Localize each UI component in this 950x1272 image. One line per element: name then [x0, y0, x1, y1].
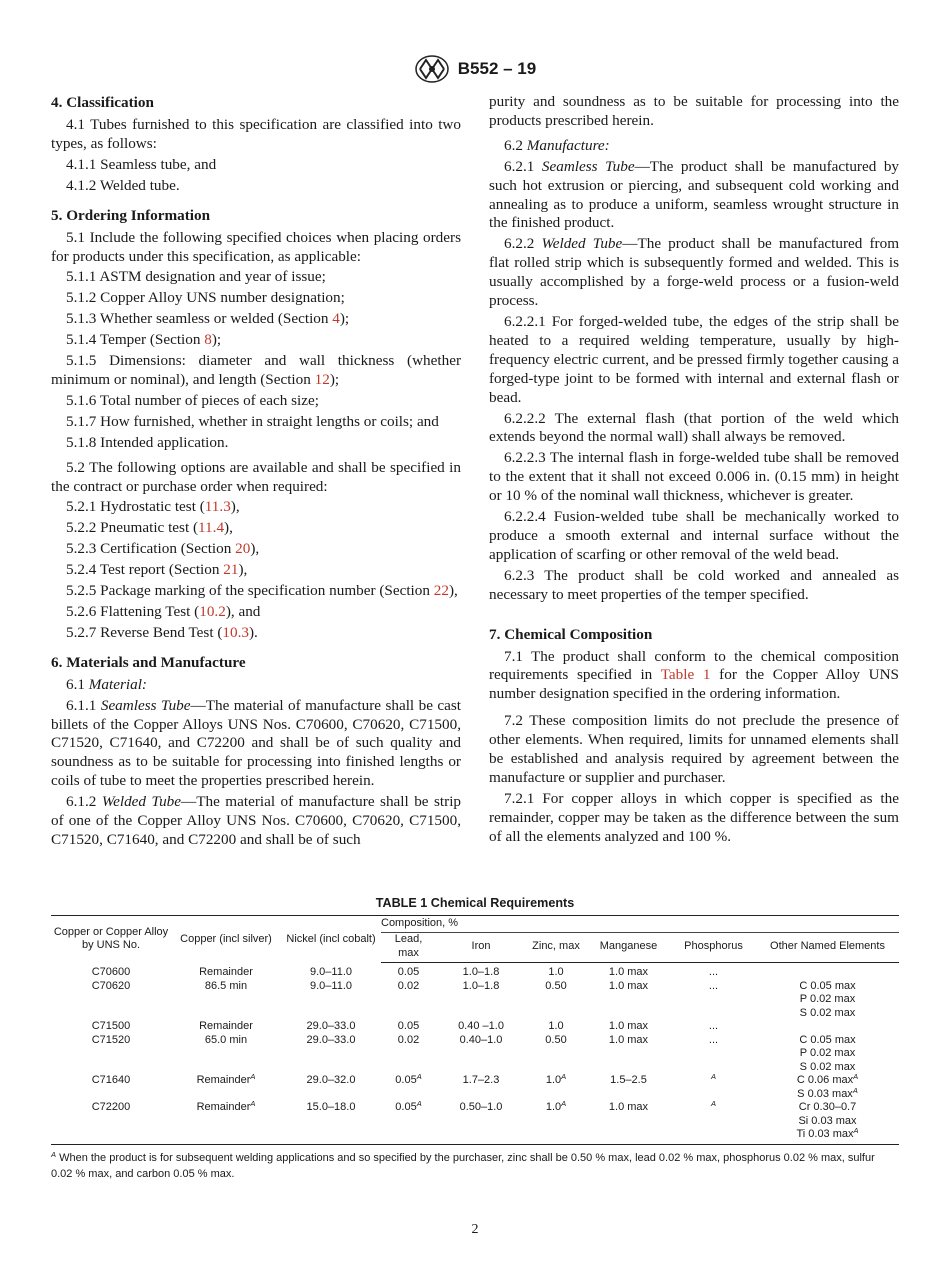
para-5-2-7: 5.2.7 Reverse Bend Test (10.3).: [66, 623, 258, 641]
table-row: C71520 65.0 min 29.0–33.0 0.02 0.40–1.0 0.50 1.0 max ... C 0.05 max P 0.02 max S 0.02 max: [91, 1033, 856, 1073]
para-6-2-2: 6.2.2 Welded Tube—The product shall be manufactured from flat rolled strip which is subsequently formed and welded. This is usually accomplished by a forge-weld process or a fusion-weld process.: [489, 235, 900, 310]
para-5-1-1: 5.1.1 ASTM designation and year of issue;: [66, 268, 326, 286]
para-5-2-4: 5.2.4 Test report (Section 21),: [66, 561, 248, 579]
para-4-1: 4.1 Tubes furnished to this specification are classified into two types, as follows:: [51, 116, 461, 152]
chemical-requirements-table: [51, 915, 899, 1145]
col-header-nickel: Nickel (incl cobalt): [281, 916, 381, 963]
section-link[interactable]: 20: [235, 540, 251, 558]
para-6-2-2-2: 6.2.2.2 The external flash (that portion of the weld which extends beyond the normal wall) shall always be removed.: [489, 409, 899, 446]
col-header-manganese: Manganese: [586, 933, 671, 963]
table-title: TABLE 1 Chemical Requirements: [375, 896, 575, 910]
left-column: [51, 93, 461, 852]
para-5-2: 5.2 The following options are available and shall be specified in the contract or purchase order when required:: [51, 458, 461, 495]
section-link[interactable]: 4: [332, 310, 340, 328]
para-5-1-7: 5.1.7 How furnished, whether in straight lengths or coils; and: [66, 412, 439, 430]
para-5-1-5: 5.1.5 Dimensions: diameter and wall thickness (whether minimum or nominal), and length (Section 12);: [51, 352, 461, 388]
para-5-1-4: 5.1.4 Temper (Section 8);: [66, 331, 222, 349]
para-6-2-2-1: 6.2.2.1 For forged-welded tube, the edges of the strip shall be heated to a required welding temperature, usually by high-frequency electric current, and be pressed firmly together causing a forged-type joint to be formed with internal and external flash or bead.: [489, 312, 899, 406]
section-6-title: 6. Materials and Manufacture: [51, 653, 246, 671]
col-header-uns: Copper or Copper Alloy by UNS No.: [51, 916, 171, 963]
col-header-lead: Lead, max: [381, 933, 436, 963]
section-link[interactable]: 11.4: [198, 519, 225, 537]
section-link[interactable]: 10.2: [199, 602, 226, 620]
table-row: C70620 86.5 min 9.0–11.0 0.02 1.0–1.8 0.50 1.0 max ... C 0.05 max P 0.02 max S 0.02 max: [91, 979, 856, 1019]
section-link[interactable]: 11.3: [204, 498, 231, 516]
para-7-2: 7.2 These composition limits do not preclude the presence of other elements. When required, limits for unnamed elements shall be established and analysis required by agreement between the manufacture or supplier and purchaser.: [489, 712, 899, 786]
col-header-other: Other Named Elements: [756, 933, 899, 963]
para-6-1-2: 6.1.2 Welded Tube—The material of manufacture shall be strip of one of the Copper Alloy UNS Nos. C70600, C70620, C71500, C71520, C71640, and C72200 and shall be of such: [51, 793, 462, 848]
section-link[interactable]: 21: [223, 561, 239, 579]
para-6-2: 6.2 Manufacture:: [504, 136, 610, 154]
section-link[interactable]: 12: [314, 370, 330, 388]
section-7-title: 7. Chemical Composition: [489, 625, 653, 643]
para-5-1: 5.1 Include the following specified choices when placing orders for products under this specification, as applicable:: [51, 228, 461, 265]
document-designation: B552 – 19: [457, 59, 537, 78]
para-6-1: 6.1 Material:: [66, 675, 147, 693]
para-6-2-3: 6.2.3 The product shall be cold worked and annealed as necessary to meet properties of the temper specified.: [489, 566, 899, 603]
col-header-phosphorus: Phosphorus: [671, 933, 756, 963]
table-row: C71500 Remainder 29.0–33.0 0.05 0.40 –1.0 1.0 1.0 max ...: [91, 1020, 719, 1032]
para-5-2-1: 5.2.1 Hydrostatic test (11.3),: [66, 498, 240, 516]
section-4-title: 4. Classification: [51, 94, 154, 111]
para-6-1-2-continued: purity and soundness as to be suitable for processing into the products prescribed herein.: [489, 93, 899, 129]
para-5-1-3: 5.1.3 Whether seamless or welded (Section 4);: [66, 310, 350, 328]
table-footnote: $^A$ When the product is for subsequent welding applications and so specified by the purchaser, zinc shall be 0.50 % max, lead 0.02 % max, phosphorus 0.02 % max, sulfur 0.02 % max, and carbon 0.05 % max.: [51, 1150, 875, 1180]
composition-header: Composition, %: [381, 916, 899, 933]
para-5-2-5: 5.2.5 Package marking of the specification number (Section 22),: [66, 582, 458, 600]
para-7-2-1: 7.2.1 For copper alloys in which copper is specified as the remainder, copper may be taken as the difference between the sum of all the elements analyzed and 100 %.: [489, 789, 899, 845]
para-7-1: 7.1 The product shall conform to the chemical composition requirements specified in Table 1 for the Copper Alloy UNS number designation specified in the ordering information.: [489, 647, 899, 703]
para-5-1-2: 5.1.2 Copper Alloy UNS number designation;: [66, 289, 345, 307]
right-column: [489, 93, 899, 849]
para-5-2-6: 5.2.6 Flattening Test (10.2), and: [66, 602, 261, 620]
table-row: C72200 Remainder$^A$ 15.0–18.0 $0.05^A$ 0.50–1.0 $1.0^A$ 1.0 max $^A$ Cr 0.30–0.7 Si 0.03 max Ti 0.03 $\max^A$: [51, 1101, 899, 1144]
para-5-2-2: 5.2.2 Pneumatic test (11.4),: [66, 519, 233, 537]
para-4-1-2: 4.1.2 Welded tube.: [66, 176, 180, 194]
table-row: C70600 Remainder 9.0–11.0 0.05 1.0–1.8 1.0 1.0 max ...: [91, 965, 719, 978]
col-header-copper: Copper (incl silver): [171, 916, 281, 963]
page-number: 2: [471, 1222, 479, 1237]
para-5-1-8: 5.1.8 Intended application.: [66, 433, 229, 451]
section-5-title: 5. Ordering Information: [51, 206, 211, 224]
page-header: [0, 54, 950, 84]
col-header-zinc: Zinc, max: [526, 933, 586, 963]
astm-logo-icon: [414, 54, 450, 84]
table-1-link[interactable]: Table 1: [660, 666, 711, 684]
col-header-iron: Iron: [436, 933, 526, 963]
table-row: C71640 Remainder$^A$ 29.0–32.0 $0.05^A$ 1.7–2.3 $1.0^A$ 1.5–2.5 $^A$ C 0.06 $\max^A$ S 0.03 $\max^A$: [91, 1072, 859, 1100]
para-6-2-2-3: 6.2.2.3 The internal flash in forge-welded tube shall be removed to the extent that it shall not exceed 0.006 in. (0.15 mm) in height or 10 % of the nominal wall thickness, whichever is greater.: [489, 449, 899, 505]
para-6-1-1: 6.1.1 Seamless Tube—The material of manufacture shall be cast billets of the Copper Alloys UNS Nos. C70600, C70620, C71500, C71520, C71640, and C72200 and shall be of such quality and soundness as to be suitable for processing into finished lengths or coils of tube to meet the properties prescribed herein.: [51, 696, 462, 790]
para-4-1-1: 4.1.1 Seamless tube, and: [66, 155, 217, 173]
para-5-2-3: 5.2.3 Certification (Section 20),: [66, 540, 260, 558]
para-5-1-6: 5.1.6 Total number of pieces of each size;: [66, 391, 319, 409]
para-6-2-1: 6.2.1 Seamless Tube—The product shall be manufactured by such hot extrusion or piercing, and subsequent cold working and annealing as to produce a uniform, seamless wrought structure in the finished product.: [489, 157, 900, 232]
para-6-2-2-4: 6.2.2.4 Fusion-welded tube shall be mechanically worked to produce a smooth external and internal surface without the application of scarfing or other removal of the weld bead.: [489, 508, 899, 563]
section-link[interactable]: 22: [433, 582, 449, 600]
section-link[interactable]: 8: [204, 331, 212, 349]
section-link[interactable]: 10.3: [222, 623, 249, 641]
